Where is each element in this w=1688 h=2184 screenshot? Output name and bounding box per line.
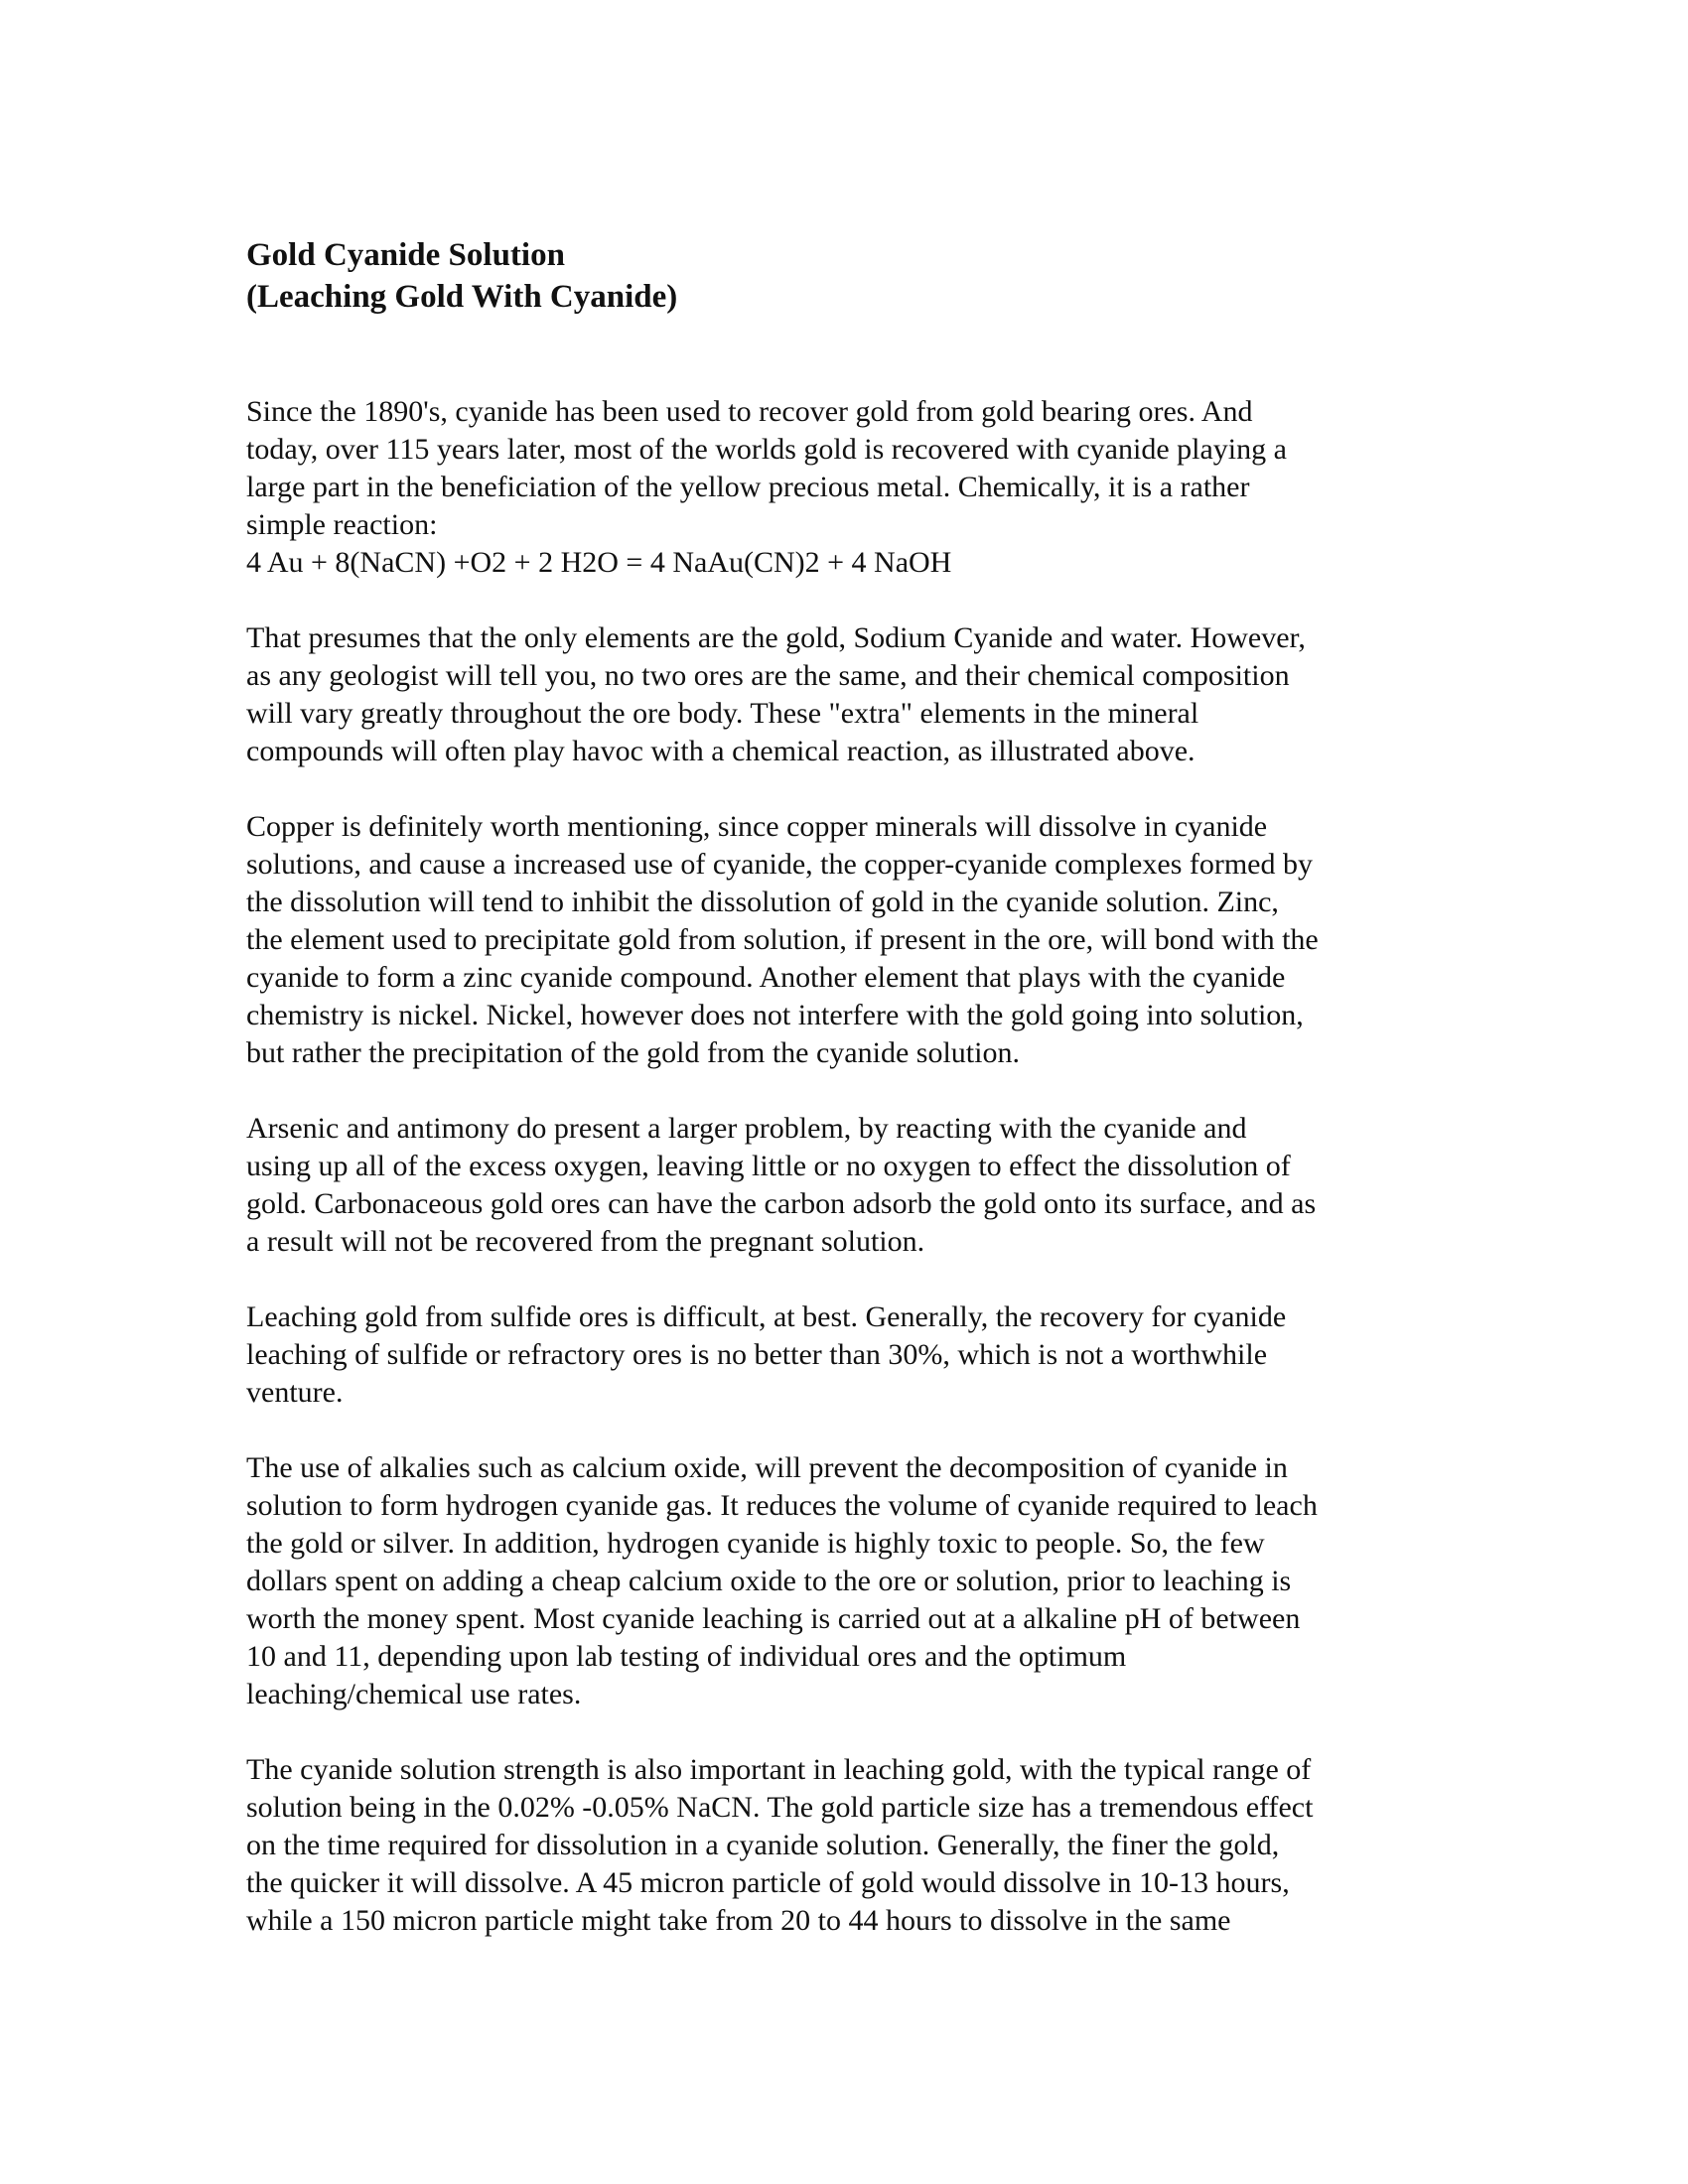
paragraph-alkalies: The use of alkalies such as calcium oxide, will prevent the decomposition of cyanide in solution to form hydrogen cyanide gas. It reduces the volume of cyanide required to leach the gold or silver. In addition, hydrogen cyanide is highly toxic to people. So, the few dollars spent on adding a cheap calcium oxide to the ore or solution, prior to leaching is worth the money spent. Most cyanide leaching is carried out at a alkaline pH of between 10 and 11, depending upon lab testing of individual ores and the optimum leaching/chemical use rates. <box>246 1451 1318 1710</box>
paragraph-copper: Copper is definitely worth mentioning, since copper minerals will dissolve in cyanide solutions, and cause a increased use of cyanide, the copper-cyanide complexes formed by the dissolution will tend to inhibit the dissolution of gold in the cyanide solution. Zinc, the element used to precipitate gold from solution, if present in the ore, will bond with the cyanide to form a zinc cyanide compound. Another element that plays with the cyanide chemistry is nickel. Nickel, however does not interfere with the gold going into solution, but rather the precipitation of the gold from the cyanide solution. <box>246 810 1319 1069</box>
paragraph-intro: Since the 1890's, cyanide has been used to recover gold from gold bearing ores. And today, over 115 years later, most of the worlds gold is recovered with cyanide playing a large part in the beneficiation of the yellow precious metal. Chemically, it is a rather simple reaction: 4 Au + 8(NaCN) +O2 + 2 H2O = 4 NaAu(CN)2 + 4 NaOH <box>246 395 1287 579</box>
document-content <box>246 234 1448 1940</box>
document-body <box>246 393 1448 1940</box>
document-subtitle: (Leaching Gold With Cyanide) <box>246 279 678 315</box>
paragraph-sulfide: Leaching gold from sulfide ores is difficult, at best. Generally, the recovery for cyanide leaching of sulfide or refractory ores is no better than 30%, which is not a worthwhile venture. <box>246 1300 1287 1409</box>
paragraph-elements: That presumes that the only elements are the gold, Sodium Cyanide and water. However, as any geologist will tell you, no two ores are the same, and their chemical composition will vary greatly throughout the ore body. These "extra" elements in the mineral compounds will often play havoc with a chemical reaction, as illustrated above. <box>246 621 1306 767</box>
paragraph-solution-strength: The cyanide solution strength is also important in leaching gold, with the typical range of solution being in the 0.02% -0.05% NaCN. The gold particle size has a tremendous effect on the time required for dissolution in a cyanide solution. Generally, the finer the gold, the quicker it will dissolve. A 45 micron particle of gold would dissolve in 10-13 hours, while a 150 micron particle might take from 20 to 44 hours to dissolve in the same <box>246 1753 1314 1937</box>
paragraph-arsenic: Arsenic and antimony do present a larger problem, by reacting with the cyanide and using up all of the excess oxygen, leaving little or no oxygen to effect the dissolution of gold. Carbonaceous gold ores can have the carbon adsorb the gold onto its surface, and as a result will not be recovered from the pregnant solution. <box>246 1112 1317 1258</box>
document-title: Gold Cyanide Solution <box>246 237 565 273</box>
